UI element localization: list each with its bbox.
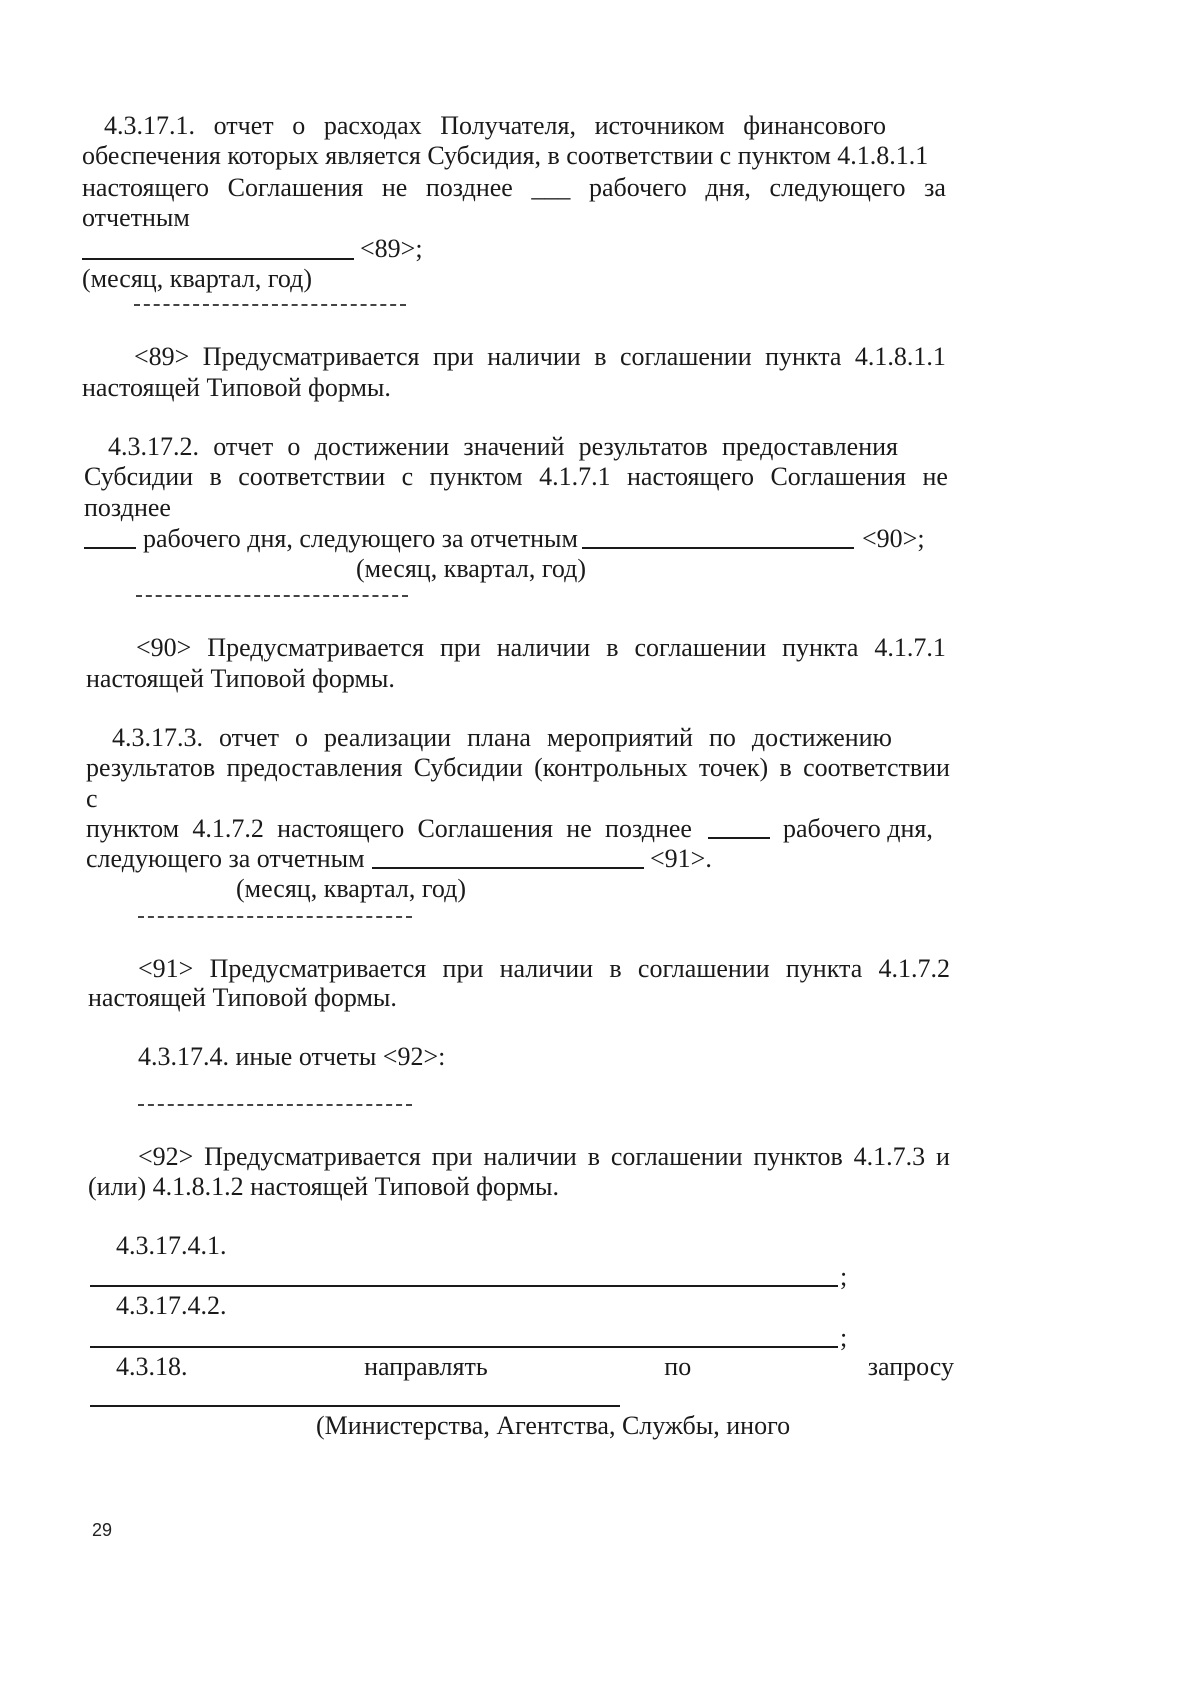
word: в [779,753,792,782]
word: предоставления [722,432,898,461]
word: о [292,111,306,140]
s2-line2 [84,464,948,490]
s5-item1-end: ; [840,1262,848,1291]
word: пункта [765,342,842,371]
s6-authority-blank [90,1405,620,1407]
s3-line4a [86,816,692,842]
word: 4.1.7.2 [878,954,950,983]
footnote-90-line2: настоящей Типовой формы. [86,664,395,693]
word: результатов [86,753,216,782]
s2-line1 [108,434,898,460]
word: расходах [323,111,422,140]
word: наличии [483,1142,577,1171]
word: по [664,1352,692,1381]
s1-line2: обеспечения которых является Субсидия, в соответствии с пунктом 4.1.8.1.1 [82,141,929,170]
word: <92> [138,1142,194,1171]
word: плана [467,723,531,752]
footnote-91-line2: настоящей Типовой формы. [88,983,397,1012]
word: <91> [138,954,194,983]
word: наличии [496,633,591,662]
word: пункта [782,633,859,662]
word: в [606,633,619,662]
word: 4.1.7.3 [853,1142,926,1171]
word: Предусматривается [209,954,427,983]
word: результатов [578,432,708,461]
s3-line5-text: следующего за отчетным [86,844,365,873]
word: <89> [134,342,190,371]
footnote-89-line2: настоящей Типовой формы. [82,373,391,402]
word: в [209,462,222,491]
word: Предусматривается [202,342,420,371]
word: Соглашения [227,173,364,202]
s3-line1 [112,725,892,751]
word: дня, [705,173,751,202]
s2-footnote-separator [136,595,408,597]
word: 4.1.7.1 [874,633,946,662]
word: Предусматривается [207,633,424,662]
word: не [381,173,408,202]
word: Соглашения [417,814,554,843]
word: при [439,633,481,662]
word: 4.3.17.2. [108,432,199,461]
word: <90> [136,633,192,662]
word: 4.1.8.1.1 [854,342,946,371]
s1-line3 [82,175,946,201]
word: запросу [867,1352,954,1381]
word: предоставления [226,753,403,782]
word: наличии [499,954,594,983]
s1-period-caption: (месяц, квартал, год) [82,264,313,293]
word: соглашении [610,1142,743,1171]
word: в [594,342,607,371]
footnote-92-line1 [138,1144,950,1170]
word: соответствии [803,753,950,782]
word: Субсидии [84,462,194,491]
s3-period-caption: (месяц, квартал, год) [236,874,467,903]
word: не [922,462,948,491]
s6-line1 [116,1354,954,1380]
s2-footnote-ref: <90>; [862,524,925,553]
word: направлять [364,1352,488,1381]
word: достижении [314,432,450,461]
s3-days-blank [708,837,770,839]
s2-period-caption: (месяц, квартал, год) [356,554,587,583]
word: позднее [425,173,513,202]
s1-footnote-separator [134,304,406,306]
word: соглашении [634,633,767,662]
s2-line4-text: рабочего дня, следующего за отчетным [143,524,578,553]
s5-item2-blank [90,1346,838,1348]
word: следующего [769,173,906,202]
word: 4.1.7.1 [539,462,611,491]
s2-days-blank [84,547,136,549]
word: настоящего [82,173,210,202]
footnote-89-line1 [134,344,946,370]
s5-item1-blank [90,1285,838,1287]
footnote-91-line1 [138,956,950,982]
s4-line1: 4.3.17.4. иные отчеты <92>: [138,1042,446,1071]
s3-period-blank [372,867,644,869]
word: за [924,173,946,202]
s1-line1 [104,113,886,139]
word: 4.3.17.1. [104,111,195,140]
word: позднее [605,814,692,843]
word: 4.3.18. [116,1352,188,1381]
s5-item1-number: 4.3.17.4.1. [116,1231,227,1260]
word: по [708,723,736,752]
word: пунктов [753,1142,843,1171]
word: пунктом [86,814,180,843]
s1-period-blank [82,258,354,260]
s3-footnote-ref: <91>. [650,844,712,873]
s2-period-blank [582,547,854,549]
s3-line4b: рабочего дня, [783,814,933,843]
word: финансового [743,111,886,140]
s6-authority-caption: (Министерства, Агентства, Службы, иного [316,1411,791,1440]
word: не [566,814,592,843]
word: соглашении [619,342,752,371]
word: отчет [213,432,274,461]
s3-line2 [86,755,950,781]
word: в [609,954,622,983]
word: при [432,342,474,371]
word: значений [463,432,565,461]
s5-item2-number: 4.3.17.4.2. [116,1291,227,1320]
word: при [431,1142,473,1171]
word: (контрольных [534,753,688,782]
word: о [287,432,301,461]
word: рабочего [589,173,687,202]
word: при [442,954,484,983]
word: ___ [531,173,571,202]
word: Соглашения [770,462,907,491]
word: источником [594,111,725,140]
word: 4.1.7.2 [192,814,264,843]
word: Субсидии [413,753,523,782]
s3-line3: с [86,784,98,813]
word: в [587,1142,600,1171]
word: соответствии [238,462,386,491]
page-number: 29 [92,1520,113,1540]
word: отчет [219,723,279,752]
word: пункта [785,954,863,983]
word: наличии [487,342,581,371]
s3-footnote-separator [138,916,412,918]
word: пунктом [429,462,523,491]
s2-line3: позднее [84,493,171,522]
footnote-92-line2: (или) 4.1.8.1.2 настоящей Типовой формы. [88,1172,560,1201]
word: настоящего [626,462,755,491]
word: реализации [324,723,452,752]
word: Получателя, [440,111,576,140]
word: соглашении [637,954,770,983]
s1-line4: отчетным [82,203,190,232]
footnote-90-line1 [136,635,946,661]
word: Предусматривается [204,1142,421,1171]
word: и [935,1142,950,1171]
s5-item2-end: ; [840,1323,848,1352]
word: мероприятий [546,723,693,752]
word: с [401,462,414,491]
word: точек) [698,753,769,782]
word: о [295,723,308,752]
word: достижению [751,723,892,752]
word: отчет [213,111,274,140]
word: настоящего [277,814,405,843]
word: 4.3.17.3. [112,723,203,752]
s1-footnote-ref: <89>; [360,234,423,263]
s4-footnote-separator [138,1104,412,1106]
